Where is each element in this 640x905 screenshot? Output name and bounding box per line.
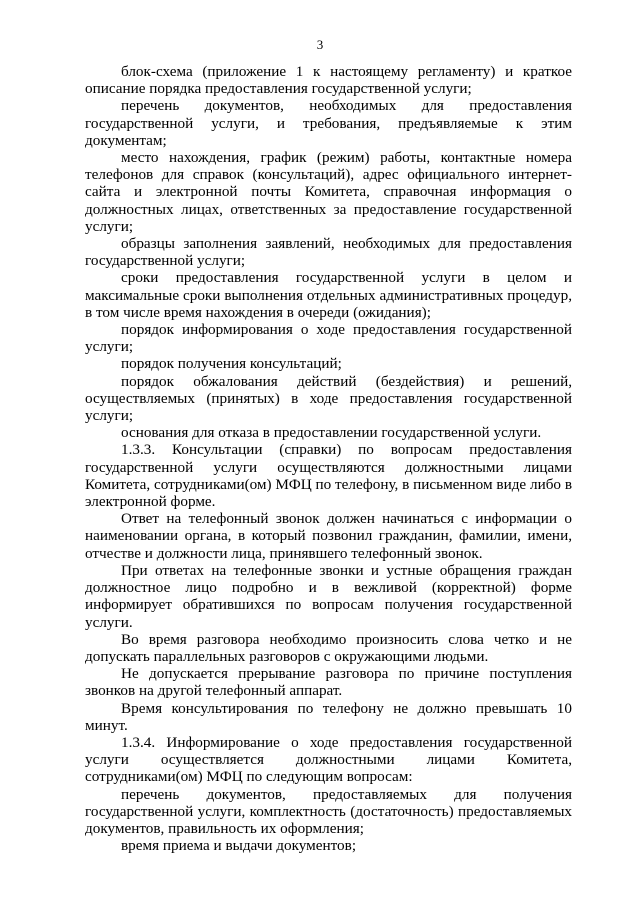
- paragraph-section-1-3-4: 1.3.4. Информирование о ходе предоставления государственной услуги осуществляется должностными лицами Комитета, сотрудниками(ом) МФЦ по следующим вопросам:: [85, 733, 572, 786]
- paragraph-section-1-3-3: 1.3.3. Консультации (справки) по вопросам предоставления государственной услуги осуществляются должностными лицами Комитета, сотрудниками(ом) МФЦ по телефону, в письменном виде либо в электронной форме.: [85, 441, 572, 511]
- paragraph-reception-time: время приема и выдачи документов;: [121, 837, 357, 855]
- paragraph-submitted-documents: перечень документов, предоставляемых для получения государственной услуги, комплектность (достаточность) предоставляемых документов, правильность их оформления;: [85, 785, 572, 837]
- paragraph-informing-order: порядок информирования о ходе предоставления государственной услуги;: [85, 321, 572, 356]
- paragraph-phone-answer: Ответ на телефонный звонок должен начинаться с информации о наименовании органа, в который позвонил гражданин, фамилии, имени, отчестве и должности лица, принявшего телефонный звонок.: [85, 510, 572, 562]
- paragraph-speech-clarity: Во время разговора необходимо произносить слова четко и не допускать параллельных разговоров с окружающими людьми.: [85, 630, 572, 665]
- paragraph-form-samples: образцы заполнения заявлений, необходимых для предоставления государственной услуги;: [85, 235, 572, 270]
- paragraph-appeal-order: порядок обжалования действий (бездействия) и решений, осуществляемых (принятых) в ходе предоставления государственной услуги;: [85, 372, 572, 425]
- paragraph-documents-list: перечень документов, необходимых для предоставления государственной услуги, и требования, предъявляемые к этим документам;: [85, 97, 572, 149]
- paragraph-phone-manner: При ответах на телефонные звонки и устные обращения граждан должностное лицо подробно и в вежливой (корректной) форме информирует обратившихся по вопросам получения государственной услуги.: [85, 561, 572, 631]
- document-body: [85, 63, 572, 854]
- paragraph-consult-duration: Время консультирования по телефону не должно превышать 10 минут.: [85, 699, 572, 734]
- paragraph-flowchart: блок-схема (приложение 1 к настоящему регламенту) и краткое описание порядка предоставления государственной услуги;: [85, 63, 572, 98]
- paragraph-no-interruption: Не допускается прерывание разговора по причине поступления звонков на другой телефонный аппарат.: [85, 665, 572, 700]
- paragraph-deadlines: сроки предоставления государственной услуги в целом и максимальные сроки выполнения отдельных административных процедур, в том числе время нахождения в очереди (ожидания);: [85, 269, 572, 321]
- paragraph-consultations-order: порядок получения консультаций;: [121, 355, 342, 373]
- paragraph-contacts: место нахождения, график (режим) работы, контактные номера телефонов для справок (консультаций), адрес официального интернет-сайта и электронной почты Комитета, справочная информация о должностных лицах, ответственных за предоставление государственной услуги;: [85, 149, 572, 235]
- page-number: 3: [316, 37, 324, 52]
- paragraph-refusal-grounds: основания для отказа в предоставлении государственной услуги.: [121, 424, 542, 442]
